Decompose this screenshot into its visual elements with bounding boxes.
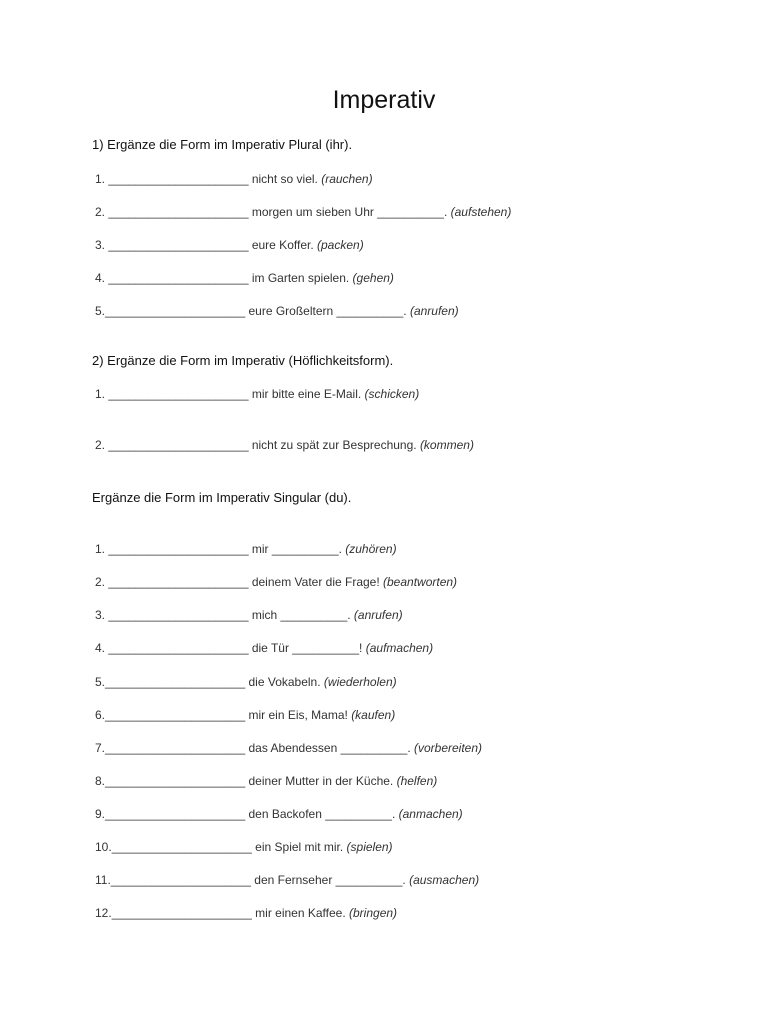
item-text: _____________________ mir einen Kaffee. (111, 906, 350, 920)
item-number: 1. (95, 542, 106, 556)
page-title: Imperativ (332, 86, 436, 114)
item-number: 1. (95, 172, 106, 186)
item-hint: (beantworten) (383, 575, 458, 589)
item-hint: (packen) (317, 238, 364, 252)
section-3-item-11 (95, 872, 479, 888)
item-text: _____________________ mich __________. (105, 608, 354, 622)
section-3-heading: Ergänze die Form im Imperativ Singular (du). (92, 490, 352, 505)
item-text: _____________________ mir bitte eine E-Mail. (105, 387, 365, 401)
item-number: 1. (95, 387, 106, 401)
item-text: _____________________ morgen um sieben Uhr __________. (105, 205, 451, 219)
item-number: 11. (95, 873, 111, 887)
item-text: _____________________ ein Spiel mit mir. (111, 840, 347, 854)
section-2-item-1 (95, 386, 419, 402)
item-hint: (anrufen) (409, 304, 459, 318)
item-hint: (schicken) (364, 387, 420, 401)
section-3-item-1 (95, 541, 397, 557)
item-number: 2. (95, 575, 106, 589)
section-2-item-2 (95, 437, 474, 453)
item-number: 10. (95, 840, 112, 854)
section-1-item-1 (95, 171, 373, 187)
item-hint: (rauchen) (321, 172, 373, 186)
item-text: _____________________ das Abendessen __________. (105, 741, 414, 755)
item-text: _____________________ die Tür __________! (105, 641, 366, 655)
item-text: _____________________ eure Koffer. (105, 238, 317, 252)
item-number: 3. (95, 608, 106, 622)
item-number: 6. (95, 708, 106, 722)
item-hint: (aufstehen) (450, 205, 512, 219)
section-3-item-7 (95, 740, 482, 756)
item-hint: (wiederholen) (323, 675, 397, 689)
item-number: 2. (95, 438, 106, 452)
item-number: 12. (95, 906, 112, 920)
item-number: 2. (95, 205, 106, 219)
section-3-item-9 (95, 806, 463, 822)
item-number: 5. (95, 675, 106, 689)
section-1-item-2 (95, 204, 511, 220)
item-text: _____________________ den Backofen __________. (105, 807, 399, 821)
section-1-heading: 1) Ergänze die Form im Imperativ Plural (ihr). (92, 137, 353, 152)
item-hint: (aufmachen) (365, 641, 434, 655)
section-3-item-12 (95, 905, 397, 921)
item-text: _____________________ eure Großeltern __________. (105, 304, 410, 318)
item-hint: (ausmachen) (409, 873, 480, 887)
item-hint: (gehen) (352, 271, 394, 285)
item-number: 5. (95, 304, 106, 318)
item-hint: (kommen) (419, 438, 474, 452)
item-number: 4. (95, 641, 106, 655)
item-text: _____________________ nicht so viel. (105, 172, 322, 186)
section-2-heading: 2) Ergänze die Form im Imperativ (Höflichkeitsform). (92, 353, 394, 368)
item-hint: (helfen) (396, 774, 438, 788)
item-hint: (vorbereiten) (413, 741, 483, 755)
item-hint: (spielen) (346, 840, 393, 854)
item-number: 3. (95, 238, 106, 252)
item-text: _____________________ den Fernseher __________. (110, 873, 410, 887)
item-text: _____________________ mir __________. (105, 542, 346, 556)
section-3-item-3 (95, 607, 403, 623)
section-3-item-6 (95, 707, 395, 723)
section-1-item-3 (95, 237, 364, 253)
item-hint: (bringen) (349, 906, 398, 920)
item-text: _____________________ die Vokabeln. (105, 675, 324, 689)
item-hint: (anrufen) (353, 608, 403, 622)
section-3-item-4 (95, 640, 433, 656)
item-hint: (zuhören) (345, 542, 397, 556)
item-text: _____________________ deiner Mutter in der Küche. (105, 774, 397, 788)
item-hint: (kaufen) (351, 708, 396, 722)
item-text: _____________________ deinem Vater die Frage! (105, 575, 384, 589)
section-1-item-4 (95, 270, 394, 286)
section-3-item-5 (95, 674, 397, 690)
item-number: 7. (95, 741, 106, 755)
item-number: 9. (95, 807, 106, 821)
item-text: _____________________ nicht zu spät zur Besprechung. (105, 438, 420, 452)
section-1-item-5 (95, 303, 459, 319)
item-hint: (anmachen) (398, 807, 463, 821)
section-3-item-2 (95, 574, 457, 590)
item-number: 8. (95, 774, 106, 788)
item-number: 4. (95, 271, 106, 285)
item-text: _____________________ mir ein Eis, Mama! (105, 708, 352, 722)
item-text: _____________________ im Garten spielen. (105, 271, 353, 285)
section-3-item-8 (95, 773, 437, 789)
section-3-item-10 (95, 839, 393, 855)
